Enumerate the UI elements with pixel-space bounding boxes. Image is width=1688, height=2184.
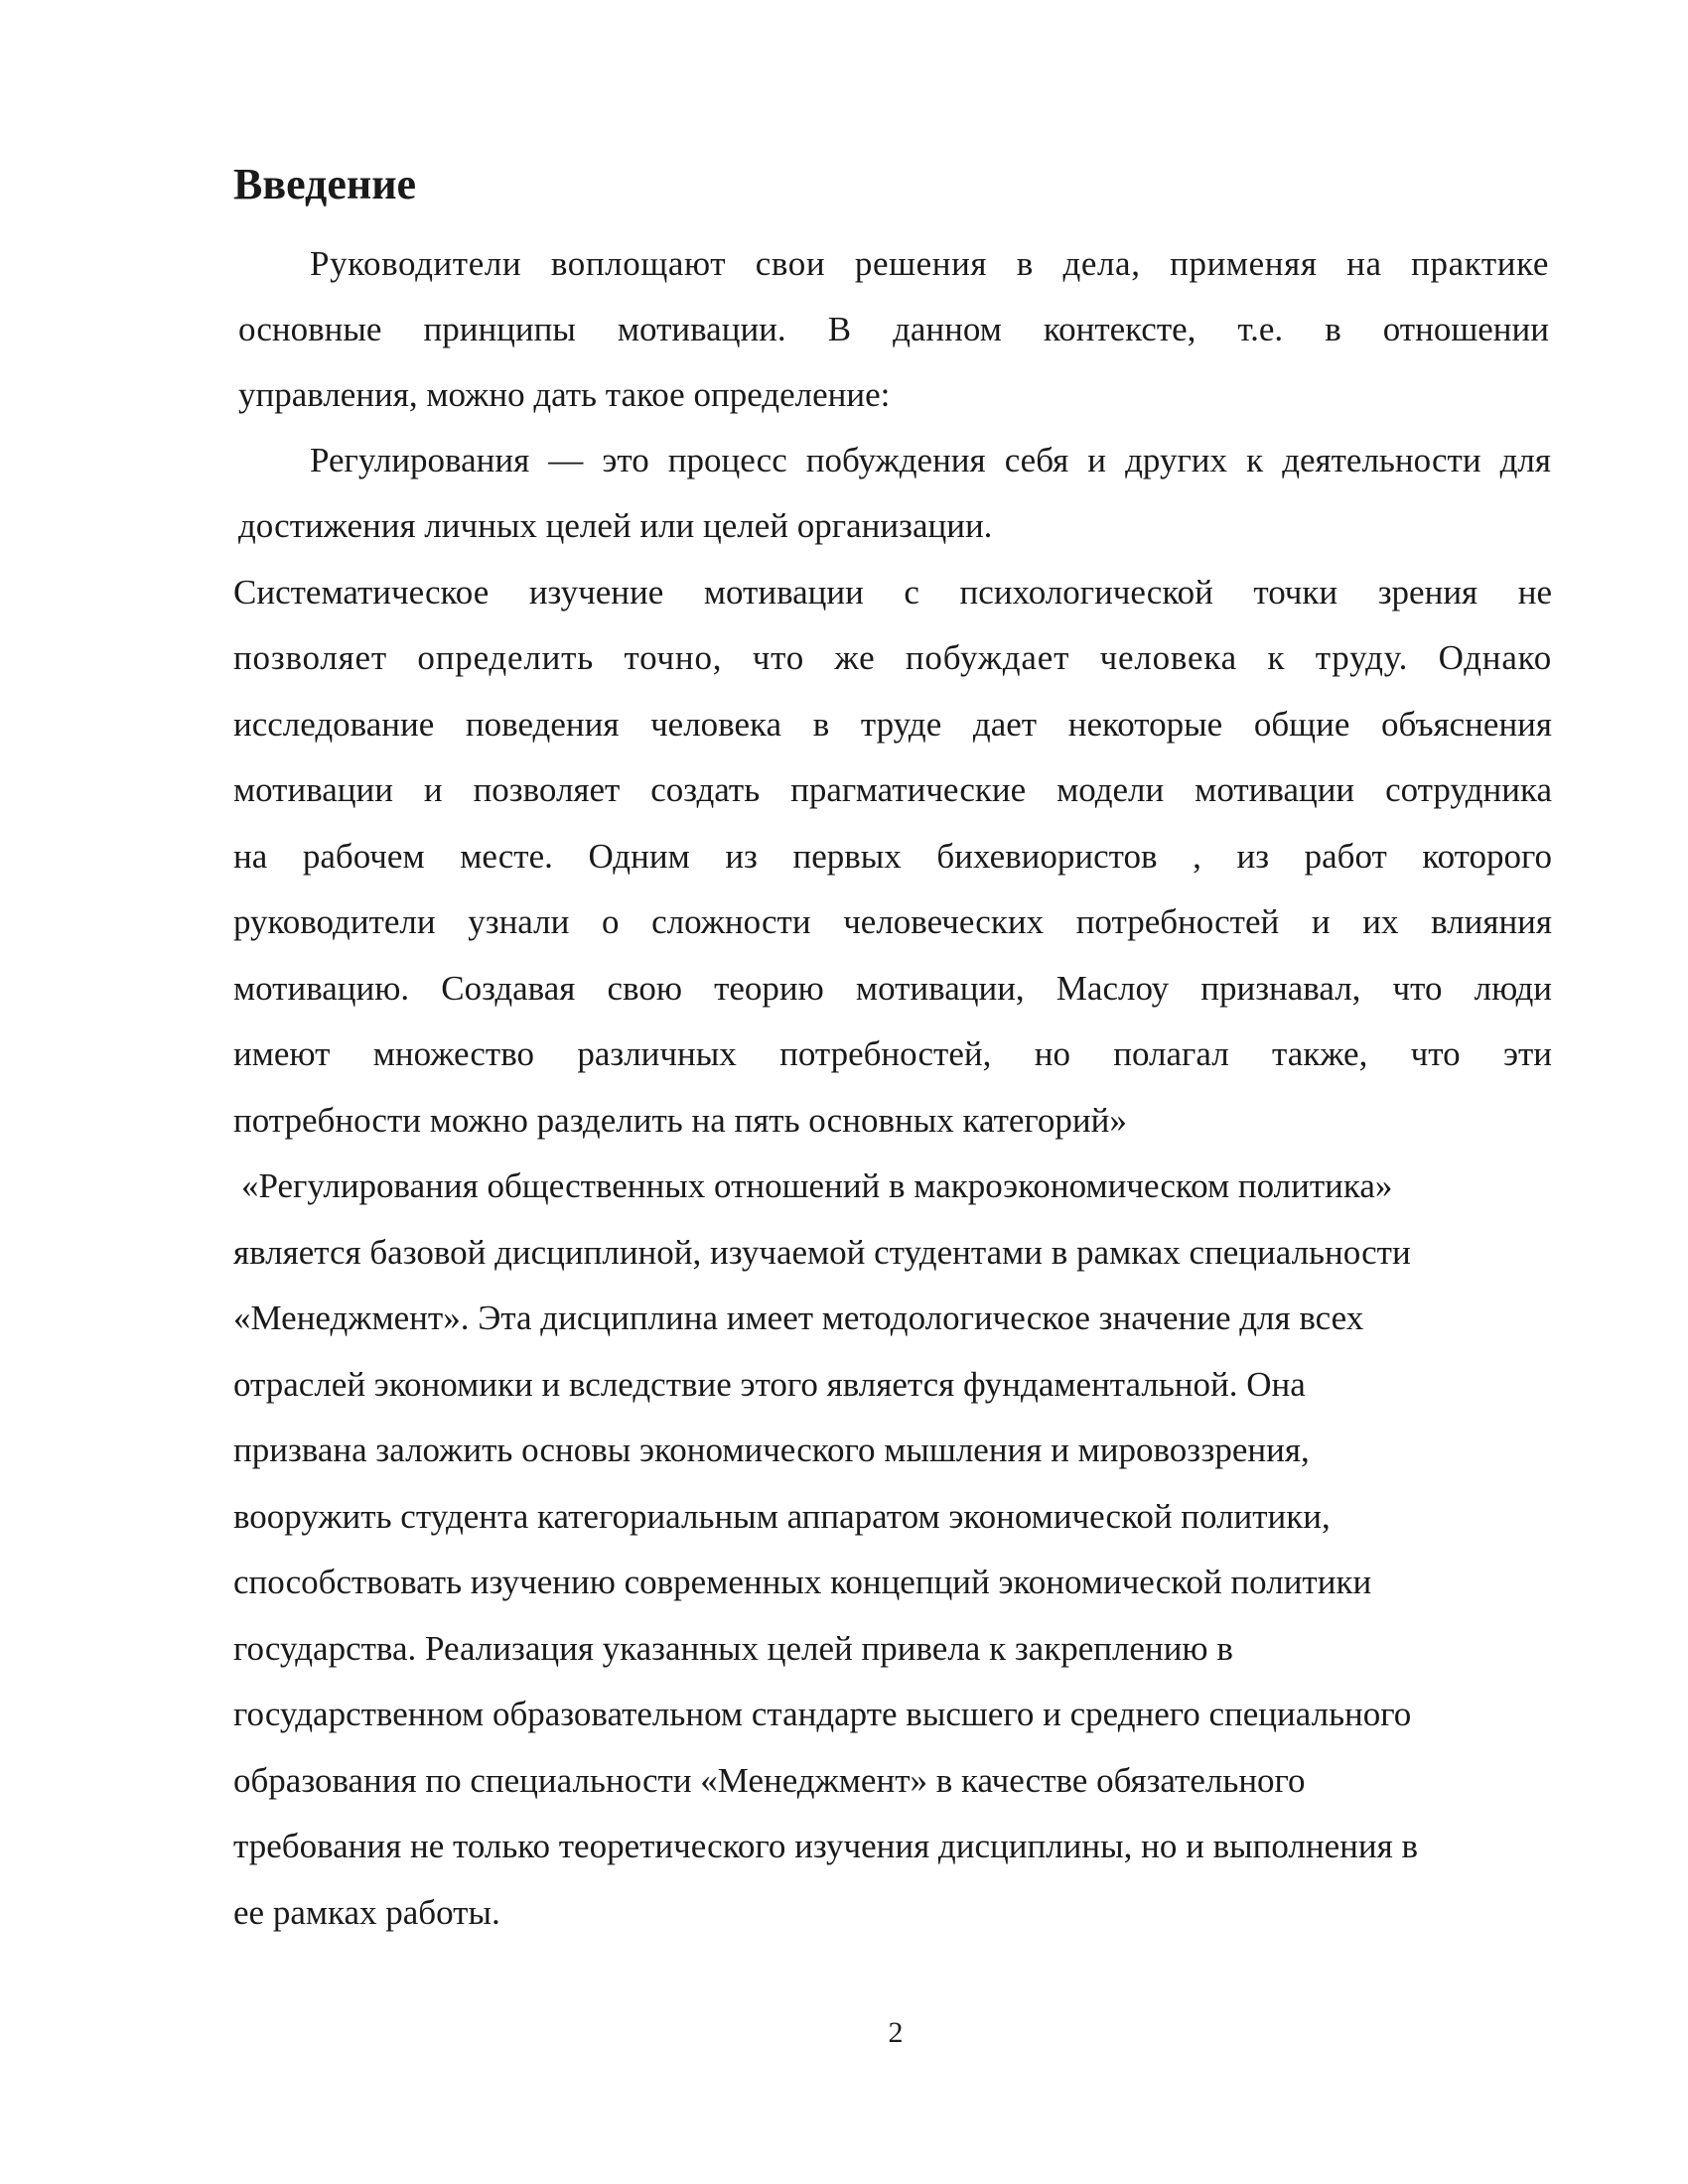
paragraph-3-line-1: Систематическое изучение мотивации с психологической точки зрения не — [233, 573, 1552, 612]
page-number: 2 — [888, 2016, 904, 2049]
paragraph-4-line-10: образования по специальности «Менеджмент» в качестве обязательного — [233, 1761, 1306, 1800]
paragraph-4-line-7: способствовать изучению современных концепций экономической политики — [233, 1563, 1372, 1601]
paragraph-4-line-3: «Менеджмент». Эта дисциплина имеет методологическое значение для всех — [233, 1298, 1364, 1337]
paragraph-4-line-11: требования не только теоретического изучения дисциплины, но и выполнения в — [233, 1827, 1418, 1865]
paragraph-3-line-4: мотивации и позволяет создать прагматические модели мотивации сотрудника — [233, 770, 1552, 809]
paragraph-3-line-5: на рабочем месте. Одним из первых бихевиористов , из работ которого — [233, 837, 1552, 876]
paragraph-4-line-5: призвана заложить основы экономического мышления и мировоззрения, — [233, 1431, 1310, 1469]
paragraph-4-line-4: отраслей экономики и вследствие этого является фундаментальной. Она — [233, 1365, 1306, 1404]
paragraph-1-line-3: управления, можно дать такое определение: — [238, 375, 891, 414]
paragraph-4-line-6: вооружить студента категориальным аппаратом экономической политики, — [233, 1497, 1331, 1536]
paragraph-3-line-3: исследование поведения человека в труде дает некоторые общие объяснения — [233, 705, 1552, 744]
paragraph-3-line-9: потребности можно разделить на пять основных категорий» — [233, 1101, 1127, 1140]
page-title: Введение — [233, 160, 417, 208]
paragraph-3-line-8: имеют множество различных потребностей, но полагал также, что эти — [233, 1034, 1552, 1073]
paragraph-3-line-2: позволяет определить точно, что же побуждает человека к труду. Однако — [233, 638, 1552, 677]
paragraph-3-line-7: мотивацию. Создавая свою теорию мотивации, Маслоу признавал, что люди — [233, 969, 1552, 1008]
paragraph-1-line-1: Руководители воплощают свои решения в дела, применяя на практике — [310, 244, 1549, 283]
paragraph-4-line-12: ее рамках работы. — [233, 1893, 500, 1932]
paragraph-2-line-1: Регулирования — это процесс побуждения себя и других к деятельности для — [310, 441, 1551, 479]
paragraph-4-line-2: является базовой дисциплиной, изучаемой студентами в рамках специальности — [233, 1233, 1411, 1272]
paragraph-1-line-2: основные принципы мотивации. В данном контексте, т.е. в отношении — [238, 310, 1549, 348]
paragraph-3-line-6: руководители узнали о сложности человеческих потребностей и их влияния — [233, 902, 1552, 941]
paragraph-2-line-2: достижения личных целей или целей организации. — [238, 506, 993, 545]
paragraph-4-line-9: государственном образовательном стандарте высшего и среднего специального — [233, 1695, 1412, 1733]
paragraph-4-line-1: «Регулирования общественных отношений в макроэкономическом политика» — [241, 1166, 1393, 1205]
paragraph-4-line-8: государства. Реализация указанных целей привела к закреплению в — [233, 1629, 1233, 1668]
